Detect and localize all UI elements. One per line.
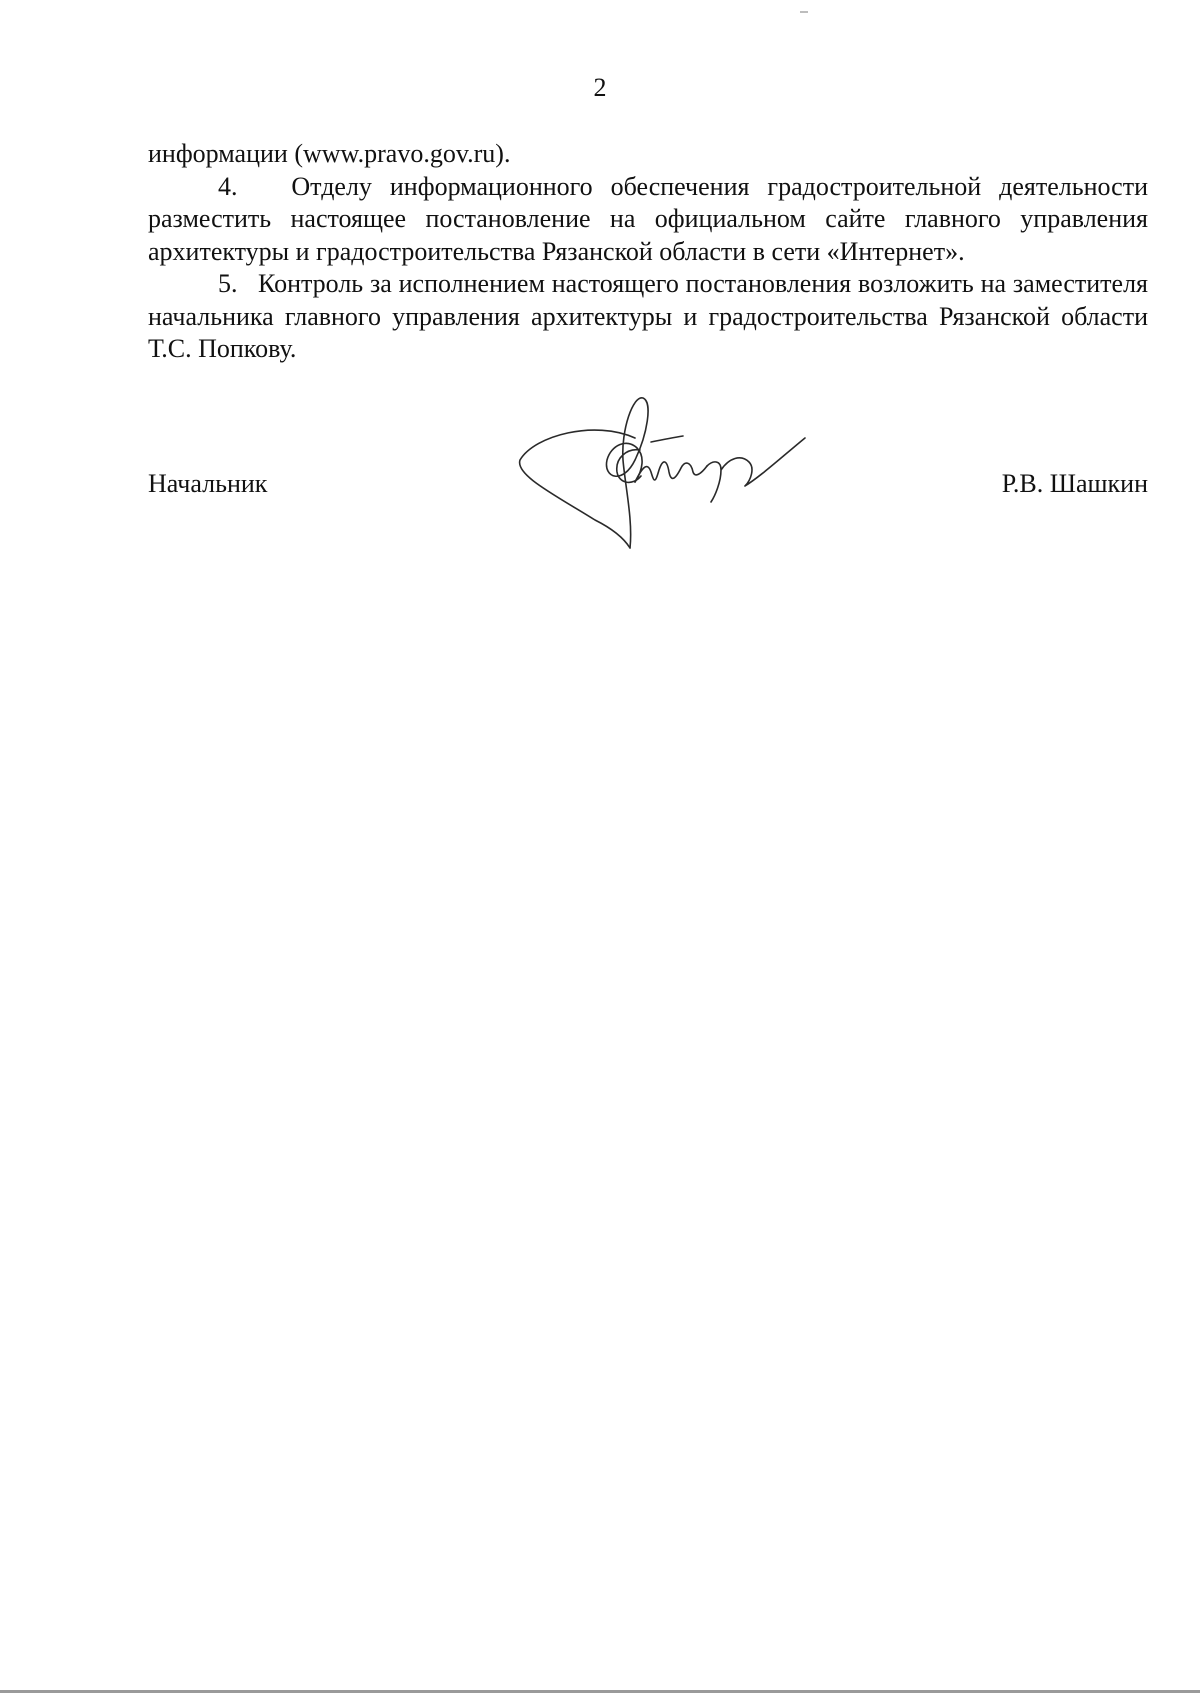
paragraph-item-4: 4. Отделу информационного обеспечения градостроительной деятельности разместить настоящее постановление на официальном сайте главного управления архитектуры и градостроительства Рязанской области в сети «Интернет». [148,171,1148,266]
paragraph-continuation: информации (www.pravo.gov.ru). [148,139,511,168]
signatory-name: Р.В. Шашкин [1001,469,1148,498]
signatory-position: Начальник [148,469,268,498]
scan-artifact [800,11,808,13]
page-number: 2 [593,73,607,102]
paragraph-item-5: 5. Контроль за исполнением настоящего постановления возложить на заместителя начальника главного управления архитектуры и градостроительства Рязанской области Т.С. Попкову. [148,269,1148,363]
page-bottom-edge [0,1690,1200,1693]
handwritten-signature [515,390,825,560]
document-body [148,138,1148,366]
